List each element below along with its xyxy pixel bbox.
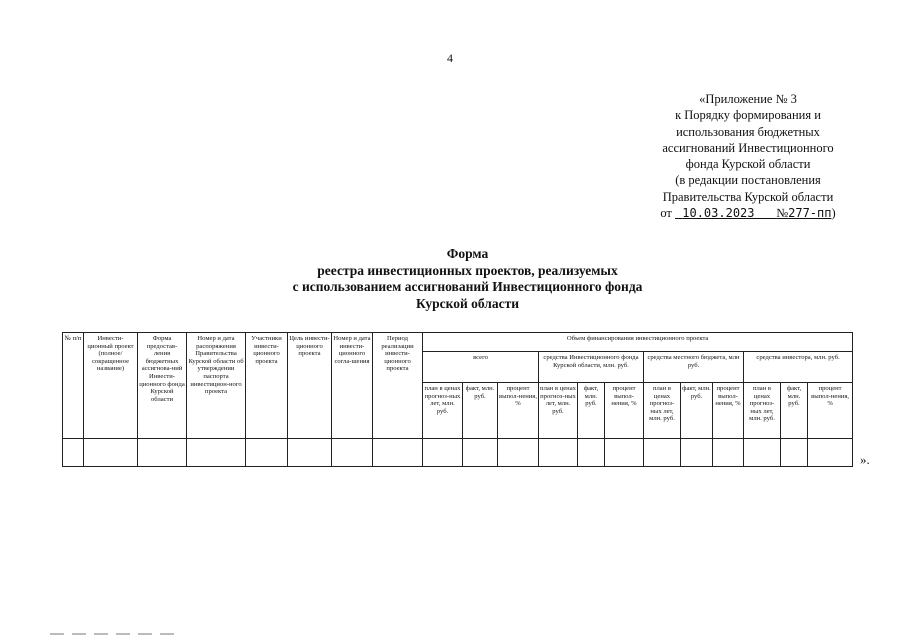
table-cell: [681, 439, 713, 467]
page-number: 4: [447, 51, 453, 65]
appendix-line: использования бюджетных: [676, 124, 820, 139]
appendix-line: ассигнований Инвестиционного: [662, 140, 834, 155]
col-header-period: Период реализации инвести-ционного проекта: [373, 333, 423, 439]
table-cell: [84, 439, 138, 467]
closing-paren: ): [831, 206, 836, 221]
table-row: [63, 439, 853, 467]
col-header-order: Номер и дата распоряжения Правительства Курской области об утверждении паспорта инвестицион-ного проекта: [187, 333, 246, 439]
subheader-fact: факт, млн. руб.: [681, 383, 713, 439]
col-header-participants: Участники инвести-ционного проекта: [246, 333, 288, 439]
closing-quote: ».: [860, 452, 870, 467]
group-header-local-budget: средства местного бюджета, млн руб.: [644, 352, 744, 383]
table-cell: [373, 439, 423, 467]
title-line: Форма: [446, 246, 489, 261]
from-prefix: от: [660, 206, 672, 221]
appendix-line: Правительства Курской области: [662, 189, 834, 204]
table-cell: [578, 439, 605, 467]
subheader-percent: процент выпол-нения, %: [713, 383, 744, 439]
col-header-goal: Цель инвести-ционного проекта: [288, 333, 332, 439]
subheader-fact: факт, млн. руб.: [781, 383, 808, 439]
table-cell: [463, 439, 498, 467]
table-cell: [498, 439, 539, 467]
title-line: Курской области: [415, 295, 520, 311]
table-cell: [644, 439, 681, 467]
appendix-line: фонда Курской области: [685, 157, 811, 172]
table-cell: [138, 439, 187, 467]
table-cell: [713, 439, 744, 467]
table-cell: [539, 439, 578, 467]
financing-header: Объем финансирования инвестиционного проекта: [423, 333, 853, 352]
number-prefix: №: [776, 206, 789, 221]
subheader-plan: план в ценах прогноз-ных лет, млн. руб.: [423, 383, 463, 439]
header-row: [63, 333, 853, 352]
table-cell: [808, 439, 853, 467]
col-header-project: Инвести-ционный проект (полное/ сокращенное название): [84, 333, 138, 439]
table-cell: [187, 439, 246, 467]
table-cell: [423, 439, 463, 467]
scan-artifact: [50, 633, 180, 635]
resolution-reference: [632, 205, 864, 221]
subheader-fact: факт, млн. руб.: [578, 383, 605, 439]
col-header-number: № п/п: [63, 333, 84, 439]
table-cell: [605, 439, 644, 467]
table-cell: [744, 439, 781, 467]
subheader-percent: процент выпол-нения, %: [498, 383, 539, 439]
table-cell: [332, 439, 373, 467]
table-cell: [63, 439, 84, 467]
subheader-plan: план в ценах прогноз-ных лет, млн. руб.: [539, 383, 578, 439]
appendix-line: (в редакции постановления: [675, 173, 821, 188]
resolution-number: 277-пп: [788, 206, 832, 221]
col-header-agreement: Номер и дата инвести-ционного согла-шения: [332, 333, 373, 439]
subheader-percent: процент выпол-нения, %: [808, 383, 853, 439]
title-line: с использованием ассигнований Инвестиционного фонда: [292, 279, 643, 294]
group-header-total: всего: [423, 352, 539, 383]
title-line: реестра инвестиционных проектов, реализуемых: [317, 262, 618, 278]
subheader-percent: процент выпол-нения, %: [605, 383, 644, 439]
form-title: [255, 246, 680, 312]
appendix-block: [632, 91, 864, 221]
subheader-plan: план в ценах прогноз-ных лет, млн. руб.: [644, 383, 681, 439]
table-cell: [246, 439, 288, 467]
col-header-form: Форма предостав-ления бюджетных ассигнова-ний Инвести-ционного фонда Курской области: [138, 333, 187, 439]
appendix-line: «Приложение № 3: [699, 92, 797, 106]
subheader-fact: факт, млн. руб.: [463, 383, 498, 439]
subheader-plan: план в ценах прогноз-ных лет, млн. руб.: [744, 383, 781, 439]
group-header-investor: средства инвестора, млн. руб.: [744, 352, 853, 383]
resolution-date: 10.03.2023: [682, 206, 755, 221]
appendix-line: к Порядку формирования и: [675, 108, 821, 123]
table-cell: [288, 439, 332, 467]
table-cell: [781, 439, 808, 467]
registry-table: [62, 332, 853, 467]
group-header-fund: средства Инвестиционного фонда Курской области, млн. руб.: [539, 352, 644, 383]
